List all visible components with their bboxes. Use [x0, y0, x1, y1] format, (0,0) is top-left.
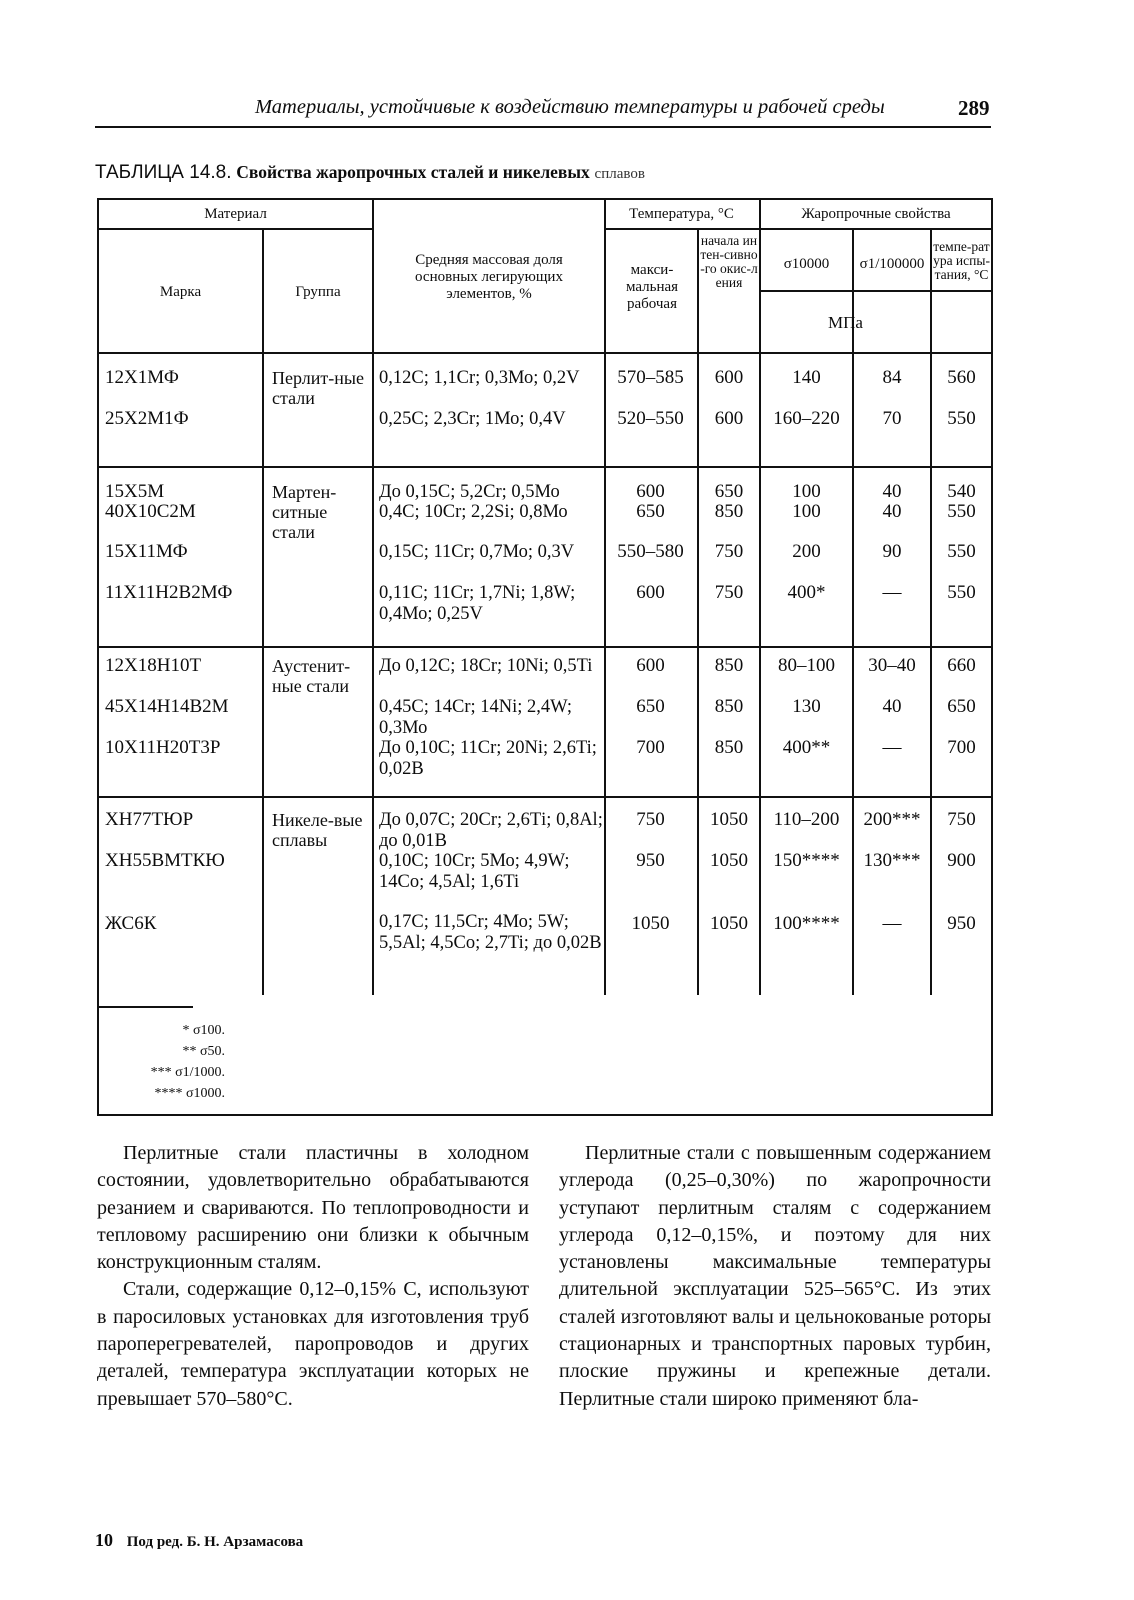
- value-cell: 660: [947, 655, 976, 676]
- value-cell: 1050: [710, 913, 748, 934]
- composition-cell: 0,17С; 11,5Сr; 4Мо; 5W; 5,5Al; 4,5Со; 2,7Ti; до 0,02В: [379, 912, 602, 953]
- value-cell: 570–585: [617, 367, 684, 388]
- value-cell: —: [882, 582, 902, 603]
- table-title-tail: сплавов: [594, 166, 645, 182]
- row-rule: [604, 228, 991, 230]
- value-cell: 400*: [787, 582, 826, 603]
- value-cell: 600: [714, 408, 744, 429]
- value-cell: 1050: [710, 809, 748, 830]
- value-cell: 750: [636, 809, 665, 830]
- paragraph: Перлитные стали с повышенным содержанием углерода (0,25–0,30%) по жаропрочности уступают перлитным сталям с содержанием углерода 0,12–0,15%, и поэтому для них установлены максимальные температуры длительной эксплуатации 525–565°С. Из этих сталей изготовляют валы и цельнокованые роторы стационарных и транспортных паровых турбин, плоские пружины и крепежные детали. Перлитные стали широко применяют бла-: [559, 1142, 991, 1410]
- header-composition: Средняя массовая доля основных легирующих элементов, %: [415, 252, 563, 302]
- footnote-mark: *: [182, 1023, 190, 1038]
- value-cell: 650: [947, 696, 976, 717]
- composition-cell: 0,12С; 1,1Сr; 0,3Мо; 0,2V: [379, 368, 580, 388]
- footnote-text: σ50.: [199, 1044, 225, 1059]
- value-cell: 850: [714, 696, 744, 717]
- grade-cell: 10Х11Н20Т3Р: [105, 737, 221, 758]
- header-sigma-1-100000: σ1/100000: [859, 256, 925, 272]
- signature-number: 10: [95, 1530, 113, 1550]
- value-cell: 700: [947, 737, 976, 758]
- value-cell: 130***: [863, 850, 921, 871]
- header-group: Группа: [295, 284, 341, 300]
- value-cell: 850: [714, 501, 744, 522]
- grade-cell: 12Х18Н10Т: [105, 655, 202, 676]
- value-cell: 950: [636, 850, 665, 871]
- col-rule: [372, 200, 374, 995]
- col-rule: [852, 230, 854, 995]
- value-cell: 40: [882, 481, 902, 502]
- group-label: Никеле-вые сплавы: [272, 810, 363, 850]
- header-mpa: МПа: [828, 313, 863, 332]
- value-cell: —: [882, 737, 902, 758]
- grade-cell: ХН55ВМТКЮ: [105, 850, 225, 871]
- header-oxidation-start: начала интен-сивно-го окис-ления: [700, 233, 758, 290]
- header-rule: [95, 126, 991, 128]
- value-cell: —: [882, 913, 902, 934]
- value-cell: 140: [792, 367, 821, 388]
- grade-cell: 15Х5М: [105, 481, 165, 502]
- value-cell: 100: [792, 501, 821, 522]
- value-cell: 560: [947, 367, 976, 388]
- page-footer: [95, 1530, 303, 1551]
- value-cell: 550: [947, 408, 976, 429]
- value-cell: 600: [714, 367, 744, 388]
- composition-cell: 0,15С; 11Сr; 0,7Мо; 0,3V: [379, 542, 575, 562]
- composition-cell: До 0,07С; 20Сr; 2,6Тi; 0,8Al; до 0,01В: [379, 810, 603, 851]
- value-cell: 40: [882, 696, 902, 717]
- value-cell: 600: [636, 582, 665, 603]
- value-cell: 750: [714, 541, 744, 562]
- footnote: [135, 1083, 225, 1104]
- composition-cell: 0,4С; 10Сr; 2,2Si; 0,8Мо: [379, 502, 568, 522]
- composition-cell: 0,10С; 10Сr; 5Мо; 4,9W; 14Со; 4,5Al; 1,6Ti: [379, 851, 570, 892]
- value-cell: 30–40: [868, 655, 916, 676]
- running-header: Материалы, устойчивые к воздействию температуры и рабочей среды: [255, 96, 885, 118]
- value-cell: 850: [714, 655, 744, 676]
- value-cell: 70: [882, 408, 902, 429]
- composition-cell: До 0,12С; 18Сr; 10Ni; 0,5Ti: [379, 656, 593, 676]
- grade-cell: 40Х10С2М: [105, 501, 196, 522]
- page-number: 289: [958, 96, 990, 120]
- left-column: [97, 1140, 529, 1413]
- value-cell: 40: [882, 501, 902, 522]
- header-max-working: макси-мальная рабочая: [625, 262, 679, 312]
- value-cell: 600: [636, 481, 665, 502]
- value-cell: 400**: [782, 737, 831, 758]
- value-cell: 600: [636, 655, 665, 676]
- row-rule: [759, 290, 991, 292]
- value-cell: 550–580: [617, 541, 684, 562]
- footnote: [135, 1062, 225, 1083]
- row-rule: [99, 646, 991, 648]
- value-cell: 520–550: [617, 408, 684, 429]
- value-cell: 1050: [631, 913, 670, 934]
- footnote-text: σ1/1000.: [175, 1065, 225, 1080]
- value-cell: 110–200: [773, 809, 840, 830]
- value-cell: 850: [714, 737, 744, 758]
- value-cell: 100: [792, 481, 821, 502]
- footnote-text: σ1000.: [185, 1086, 225, 1101]
- value-cell: 550: [947, 541, 976, 562]
- value-cell: 1050: [710, 850, 748, 871]
- composition-cell: 0,25С; 2,3Сr; 1Мо; 0,4V: [379, 409, 566, 429]
- header-heat-resistance: Жаропрочные свойства: [801, 206, 951, 222]
- right-column: [559, 1140, 991, 1413]
- table-title: Свойства жаропрочных сталей и никелевых: [236, 162, 590, 182]
- header-temperature: Температура, °С: [629, 206, 734, 222]
- grade-cell: 11Х11Н2В2МФ: [105, 582, 233, 603]
- group-label: Перлит-ные стали: [272, 368, 364, 408]
- header-test-temperature: темпе-ратура испы-тания, °С: [933, 239, 990, 282]
- table-label: ТАБЛИЦА 14.8.: [95, 162, 232, 183]
- footnote: [135, 1041, 225, 1062]
- row-rule: [99, 228, 372, 230]
- value-cell: 100****: [773, 913, 840, 934]
- row-rule: [99, 796, 991, 798]
- grade-cell: ХН77ТЮР: [105, 809, 194, 830]
- value-cell: 750: [947, 809, 976, 830]
- value-cell: 90: [882, 541, 902, 562]
- paragraph: Стали, содержащие 0,12–0,15% С, используют в паросиловых установках для изготовления труб пароперегревателей, паропроводов и других деталей, температура эксплуатации которых не превышает 570–580°С.: [97, 1278, 529, 1410]
- grade-cell: 25Х2М1Ф: [105, 408, 189, 429]
- value-cell: 950: [947, 913, 976, 934]
- value-cell: 900: [947, 850, 976, 871]
- col-rule: [930, 230, 932, 995]
- col-rule: [262, 230, 264, 995]
- composition-cell: До 0,10С; 11Сr; 20Ni; 2,6Ti; 0,02В: [379, 738, 597, 779]
- composition-cell: До 0,15С; 5,2Сr; 0,5Мо: [379, 482, 560, 502]
- grade-cell: ЖС6К: [105, 913, 157, 934]
- value-cell: 130: [792, 696, 821, 717]
- footnote-mark: ****: [154, 1086, 183, 1101]
- value-cell: 540: [947, 481, 976, 502]
- composition-cell: 0,11С; 11Сr; 1,7Ni; 1,8W; 0,4Мо; 0,25V: [379, 583, 576, 624]
- composition-cell: 0,45С; 14Сr; 14Ni; 2,4W; 0,3Мо: [379, 697, 573, 738]
- grade-cell: 12Х1МФ: [105, 367, 179, 388]
- footnote-text: σ100.: [192, 1023, 225, 1038]
- footnote-mark: **: [182, 1044, 197, 1059]
- footer-text: Под ред. Б. Н. Арзамасова: [126, 1534, 304, 1550]
- value-cell: 550: [947, 582, 976, 603]
- value-cell: 84: [882, 367, 902, 388]
- value-cell: 700: [636, 737, 665, 758]
- group-label: Аустенит-ные стали: [272, 656, 351, 696]
- row-rule: [99, 352, 991, 354]
- value-cell: 200: [792, 541, 821, 562]
- value-cell: 150****: [773, 850, 840, 871]
- row-rule: [99, 1006, 193, 1008]
- row-rule: [99, 466, 991, 468]
- value-cell: 650: [714, 481, 744, 502]
- grade-cell: 15Х11МФ: [105, 541, 188, 562]
- grade-cell: 45Х14Н14В2М: [105, 696, 229, 717]
- footnote: [135, 1020, 225, 1041]
- value-cell: 80–100: [778, 655, 835, 676]
- properties-table: [97, 198, 993, 1116]
- paragraph: Перлитные стали пластичны в холодном состоянии, удовлетворительно обрабатываются резанием и свариваются. По теплопроводности и тепловому расширению они близки к обычным конструкционным сталям.: [97, 1142, 529, 1274]
- header-grade: Марка: [159, 284, 202, 300]
- table-caption: [95, 162, 645, 184]
- value-cell: 750: [714, 582, 744, 603]
- value-cell: 200***: [863, 809, 921, 830]
- header-sigma-10000: σ10000: [783, 256, 830, 272]
- value-cell: 160–220: [773, 408, 840, 429]
- value-cell: 650: [636, 501, 665, 522]
- value-cell: 650: [636, 696, 665, 717]
- footnote-mark: ***: [150, 1065, 172, 1080]
- group-label: Мартен-ситные стали: [272, 482, 337, 542]
- value-cell: 550: [947, 501, 976, 522]
- header-material: Материал: [204, 206, 267, 222]
- col-rule: [697, 230, 699, 995]
